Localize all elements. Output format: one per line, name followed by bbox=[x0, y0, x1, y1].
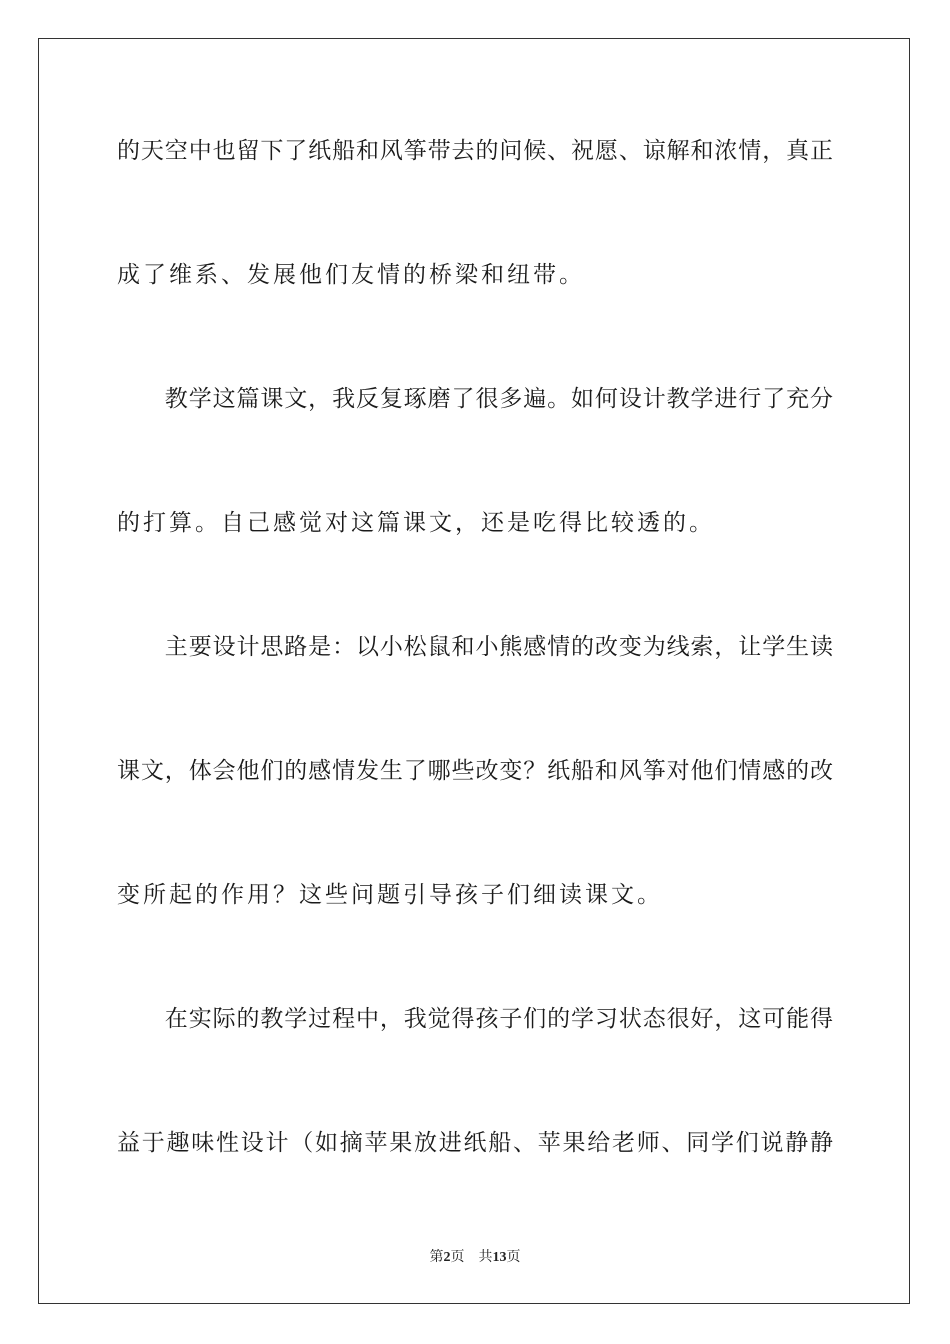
total-pages: 13 bbox=[492, 1250, 507, 1265]
page-number: 2 bbox=[443, 1250, 451, 1265]
page-frame bbox=[38, 38, 910, 1304]
text-line-4: 的打算。自己感觉对这篇课文，还是吃得比较透的。 bbox=[117, 510, 715, 536]
text-line-6: 课文，体会他们的感情发生了哪些改变？纸船和风筝对他们情感的改 bbox=[117, 758, 833, 784]
total-suffix: 页 bbox=[506, 1250, 521, 1265]
text-line-8: 在实际的教学过程中，我觉得孩子们的学习状态很好，这可能得 bbox=[117, 1006, 833, 1032]
page-footer bbox=[0, 1246, 950, 1266]
page-suffix: 页 bbox=[450, 1250, 465, 1265]
page-prefix: 第 bbox=[429, 1250, 444, 1265]
total-prefix: 共 bbox=[478, 1250, 493, 1265]
text-line-7: 变所起的作用？这些问题引导孩子们细读课文。 bbox=[117, 882, 663, 908]
text-line-3: 教学这篇课文，我反复琢磨了很多遍。如何设计教学进行了充分 bbox=[117, 386, 833, 412]
text-line-9: 益于趣味性设计（如摘苹果放进纸船、苹果给老师、同学们说静静 bbox=[117, 1130, 833, 1156]
text-line-1: 的天空中也留下了纸船和风筝带去的问候、祝愿、谅解和浓情，真正 bbox=[117, 138, 833, 164]
text-line-5: 主要设计思路是：以小松鼠和小熊感情的改变为线索，让学生读 bbox=[117, 634, 833, 660]
text-line-2: 成了维系、发展他们友情的桥梁和纽带。 bbox=[117, 262, 585, 288]
